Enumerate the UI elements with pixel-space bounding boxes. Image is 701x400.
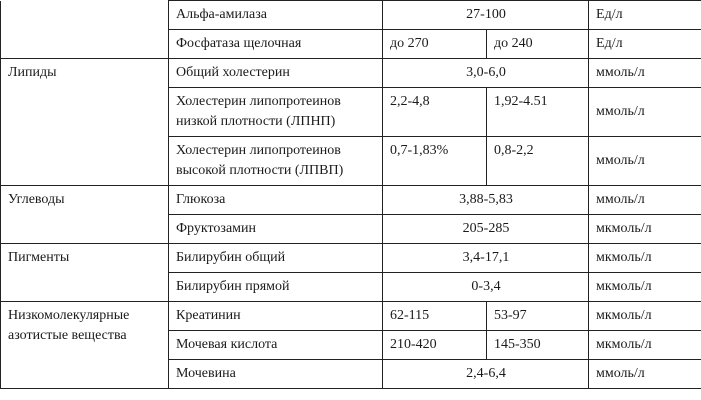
table-row xyxy=(1,137,701,186)
unit-cell: ммоль/л xyxy=(589,360,701,389)
test-name-cell: Глюкоза xyxy=(169,186,383,215)
group-cell-empty xyxy=(1,88,169,137)
unit-cell: ммоль/л xyxy=(589,88,701,137)
reference-value-cell: 0-3,4 xyxy=(383,273,589,302)
test-name-cell: Холестерин липопротеинов высокой плотности (ЛПВП) xyxy=(169,137,383,186)
group-cell-empty xyxy=(1,137,169,186)
reference-value-male-cell: до 270 xyxy=(383,30,487,59)
reference-value-female-cell: 1,92-4.51 xyxy=(487,88,589,137)
unit-cell: мкмоль/л xyxy=(589,244,701,273)
table-row xyxy=(1,30,701,59)
group-label-cell: Низкомолекулярные азотистые вещества xyxy=(1,302,169,389)
unit-cell: ммоль/л xyxy=(589,186,701,215)
table-row xyxy=(1,215,701,244)
reference-value-male-cell: 0,7-1,83% xyxy=(383,137,487,186)
unit-cell: мкмоль/л xyxy=(589,273,701,302)
test-name-cell: Фосфатаза щелочная xyxy=(169,30,383,59)
test-name-cell: Фруктозамин xyxy=(169,215,383,244)
reference-value-male-cell: 62-115 xyxy=(383,302,487,331)
reference-value-female-cell: 53-97 xyxy=(487,302,589,331)
group-label-cell: Пигменты xyxy=(1,244,169,273)
table-row xyxy=(1,186,701,215)
group-cell-empty xyxy=(1,215,169,244)
reference-value-cell: 3,88-5,83 xyxy=(383,186,589,215)
reference-value-cell: 3,0-6,0 xyxy=(383,59,589,88)
test-name-cell: Холестерин липопротеинов низкой плотности (ЛПНП) xyxy=(169,88,383,137)
unit-cell: мкмоль/л xyxy=(589,302,701,331)
table-row xyxy=(1,273,701,302)
unit-cell: мкмоль/л xyxy=(589,215,701,244)
test-name-cell: Общий холестерин xyxy=(169,59,383,88)
unit-cell: мкмоль/л xyxy=(589,331,701,360)
test-name-cell: Билирубин общий xyxy=(169,244,383,273)
test-name-cell: Мочевина xyxy=(169,360,383,389)
reference-value-female-cell: 145-350 xyxy=(487,331,589,360)
group-cell-empty xyxy=(1,273,169,302)
reference-value-male-cell: 210-420 xyxy=(383,331,487,360)
reference-value-female-cell: 0,8-2,2 xyxy=(487,137,589,186)
table-row xyxy=(1,302,701,331)
unit-cell: ммоль/л xyxy=(589,59,701,88)
group-cell-empty xyxy=(1,1,169,30)
reference-value-cell: 3,4-17,1 xyxy=(383,244,589,273)
unit-cell: Ед/л xyxy=(589,30,701,59)
table-row xyxy=(1,88,701,137)
table-row xyxy=(1,1,701,30)
test-name-cell: Креатинин xyxy=(169,302,383,331)
reference-value-cell: 27-100 xyxy=(383,1,589,30)
unit-cell: Ед/л xyxy=(589,1,701,30)
group-label-cell: Липиды xyxy=(1,59,169,88)
unit-cell: ммоль/л xyxy=(589,137,701,186)
reference-value-cell: 205-285 xyxy=(383,215,589,244)
test-name-cell: Альфа-амилаза xyxy=(169,1,383,30)
table-row xyxy=(1,244,701,273)
table-row xyxy=(1,59,701,88)
test-name-cell: Мочевая кислота xyxy=(169,331,383,360)
group-cell-empty xyxy=(1,30,169,59)
group-label-cell: Углеводы xyxy=(1,186,169,215)
test-name-cell: Билирубин прямой xyxy=(169,273,383,302)
reference-value-cell: 2,4-6,4 xyxy=(383,360,589,389)
reference-value-male-cell: 2,2-4,8 xyxy=(383,88,487,137)
reference-value-female-cell: до 240 xyxy=(487,30,589,59)
